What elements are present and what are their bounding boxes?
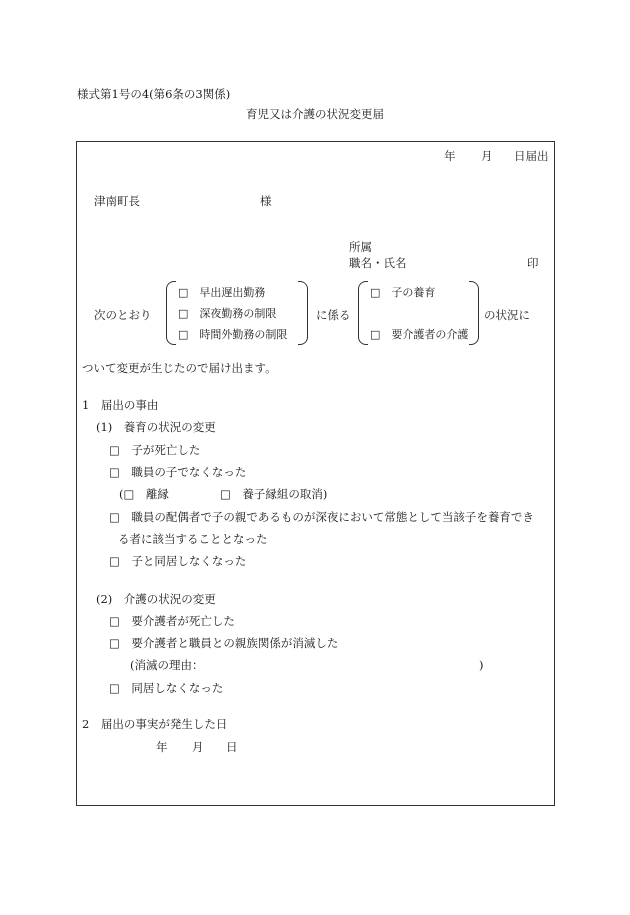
reason-close-paren: ) bbox=[479, 658, 484, 672]
date-month[interactable]: 月 bbox=[481, 149, 493, 163]
date-year[interactable]: 年 bbox=[444, 149, 456, 163]
form-number: 様式第1号の4(第6条の3関係) bbox=[77, 87, 231, 101]
sentence-suffix: の状況に bbox=[484, 308, 530, 322]
addressee-name: 津南町長 bbox=[94, 194, 140, 208]
occurrence-month[interactable]: 月 bbox=[192, 740, 204, 754]
seal-mark: 印 bbox=[527, 256, 539, 270]
affiliation-label: 所属 bbox=[349, 240, 372, 254]
option-family-care[interactable]: □ 要介護者の介護 bbox=[370, 328, 469, 341]
reason-input[interactable] bbox=[210, 656, 478, 672]
checkbox-care-not-cohabiting[interactable]: □ 同居しなくなった bbox=[109, 681, 224, 695]
section1-sub2-heading: (2) 介護の状況の変更 bbox=[96, 592, 216, 606]
checkbox-adoption-cancel[interactable]: □ 養子縁組の取消) bbox=[220, 487, 328, 501]
occurrence-day[interactable]: 日 bbox=[226, 740, 238, 754]
option-overtime-limit[interactable]: □ 時間外勤務の制限 bbox=[178, 328, 288, 341]
addressee-honorific: 様 bbox=[260, 194, 272, 208]
form-title: 育児又は介護の状況変更届 bbox=[246, 107, 384, 121]
checkbox-spouse-can-care[interactable]: □ 職員の配偶者で子の親であるものが深夜において常態として当該子を養育でき bbox=[109, 510, 534, 524]
checkbox-child-not-cohabiting[interactable]: □ 子と同居しなくなった bbox=[109, 554, 247, 568]
checkbox-care-recipient-died[interactable]: □ 要介護者が死亡した bbox=[109, 614, 235, 628]
option-child-care[interactable]: □ 子の養育 bbox=[370, 286, 436, 299]
left-close-paren bbox=[298, 281, 308, 345]
checkbox-child-died[interactable]: □ 子が死亡した bbox=[109, 443, 201, 457]
sentence-prefix: 次のとおり bbox=[94, 308, 152, 322]
section2-heading: 2 届出の事実が発生した日 bbox=[82, 717, 228, 731]
checkbox-not-employee-child[interactable]: □ 職員の子でなくなった bbox=[109, 465, 247, 479]
right-open-paren bbox=[358, 281, 368, 345]
position-name-label: 職名・氏名 bbox=[349, 256, 407, 270]
spouse-can-care-continued: る者に該当することとなった bbox=[118, 532, 268, 546]
section1-heading: 1 届出の事由 bbox=[82, 398, 159, 412]
section1-sub1-heading: (1) 養育の状況の変更 bbox=[96, 420, 216, 434]
occurrence-year[interactable]: 年 bbox=[156, 740, 168, 754]
option-night-work-limit[interactable]: □ 深夜勤務の制限 bbox=[178, 307, 277, 320]
checkbox-divorce[interactable]: (□ 離縁 bbox=[119, 487, 169, 501]
sentence-connector: に係る bbox=[316, 308, 351, 322]
sentence-continuation: ついて変更が生じたので届け出ます。 bbox=[82, 361, 277, 375]
reason-label: (消滅の理由： bbox=[130, 658, 204, 672]
left-open-paren bbox=[166, 281, 176, 345]
date-day-submitted[interactable]: 日届出 bbox=[514, 149, 549, 163]
option-early-late-shift[interactable]: □ 早出遅出勤務 bbox=[178, 286, 266, 299]
right-close-paren bbox=[469, 281, 479, 345]
checkbox-relation-ended[interactable]: □ 要介護者と職員との親族関係が消滅した bbox=[109, 636, 339, 650]
